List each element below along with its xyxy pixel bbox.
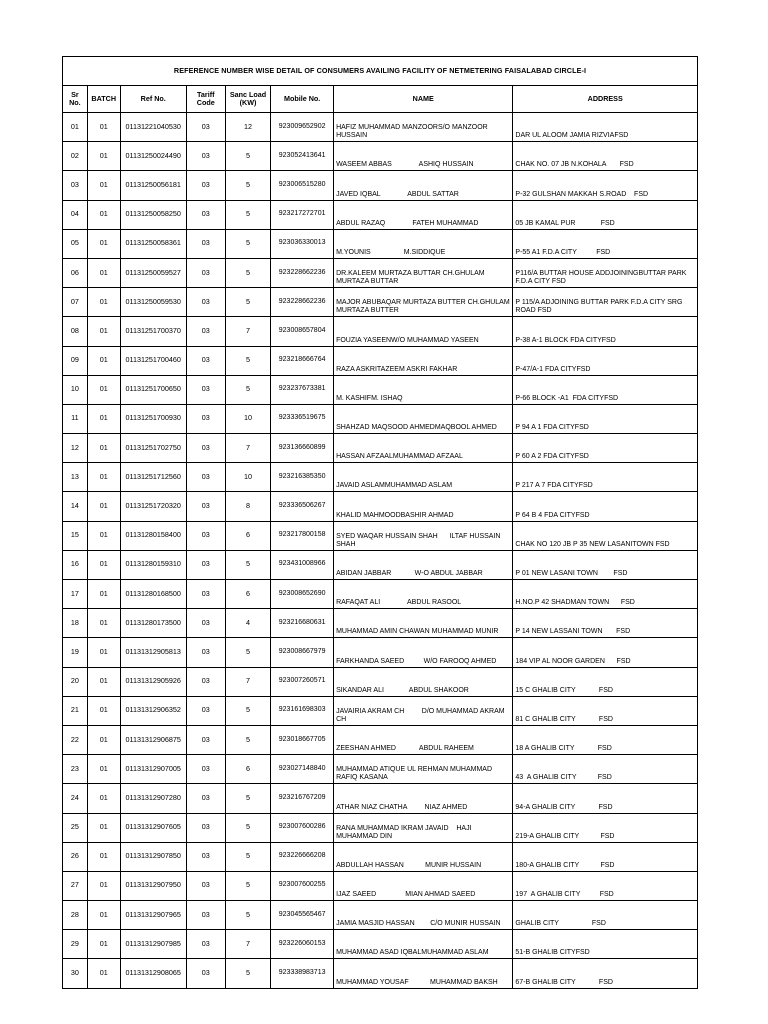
cell-address: P-66 BLOCK -A1 FDA CITYFSD xyxy=(513,375,698,404)
cell-tariff-code: 03 xyxy=(186,696,225,725)
table-body xyxy=(63,113,698,989)
cell-sanc-load: 5 xyxy=(225,871,270,900)
cell-mobile-no: 923216767209 xyxy=(271,784,334,813)
cell-sr-no: 24 xyxy=(63,784,88,813)
cell-batch: 01 xyxy=(87,725,120,754)
cell-sanc-load: 5 xyxy=(225,171,270,200)
cell-tariff-code: 03 xyxy=(186,142,225,171)
header-row xyxy=(63,86,698,113)
cell-address: CHAK NO. 07 JB N.KOHALA FSD xyxy=(513,142,698,171)
cell-address: P-55 A1 F.D.A CITY FSD xyxy=(513,229,698,258)
cell-batch: 01 xyxy=(87,930,120,959)
cell-ref-no: 01131312905813 xyxy=(120,638,186,667)
cell-name: MUHAMMAD YOUSAF MUHAMMAD BAKSH xyxy=(334,959,513,988)
table-row xyxy=(63,142,698,171)
cell-name: SYED WAQAR HUSSAIN SHAH ILTAF HUSSAIN SHAH xyxy=(334,521,513,550)
cell-mobile-no: 923007260571 xyxy=(271,667,334,696)
cell-ref-no: 01131251700460 xyxy=(120,346,186,375)
cell-address: CHAK NO 120 JB P 35 NEW LASANITOWN FSD xyxy=(513,521,698,550)
cell-batch: 01 xyxy=(87,375,120,404)
cell-tariff-code: 03 xyxy=(186,959,225,988)
cell-mobile-no: 923161698303 xyxy=(271,696,334,725)
cell-mobile-no: 923336506267 xyxy=(271,492,334,521)
cell-sr-no: 04 xyxy=(63,200,88,229)
table-row xyxy=(63,959,698,988)
consumers-table xyxy=(62,56,698,989)
cell-mobile-no: 923018667705 xyxy=(271,725,334,754)
cell-batch: 01 xyxy=(87,784,120,813)
cell-sanc-load: 5 xyxy=(225,784,270,813)
title-row xyxy=(63,57,698,86)
cell-ref-no: 01131250059527 xyxy=(120,258,186,287)
cell-sr-no: 01 xyxy=(63,113,88,142)
cell-batch: 01 xyxy=(87,317,120,346)
cell-name: RANA MUHAMMAD IKRAM JAVAID HAJI MUHAMMAD DIN xyxy=(334,813,513,842)
cell-address: P 217 A 7 FDA CITYFSD xyxy=(513,463,698,492)
cell-name: ABIDAN JABBAR W-O ABDUL JABBAR xyxy=(334,550,513,579)
table-row xyxy=(63,288,698,317)
cell-mobile-no: 923008652690 xyxy=(271,580,334,609)
cell-sr-no: 21 xyxy=(63,696,88,725)
cell-address: P 94 A 1 FDA CITYFSD xyxy=(513,404,698,433)
cell-name: SIKANDAR ALI ABDUL SHAKOOR xyxy=(334,667,513,696)
cell-name: M. KASHIFM. ISHAQ xyxy=(334,375,513,404)
cell-sr-no: 02 xyxy=(63,142,88,171)
cell-mobile-no: 923228662236 xyxy=(271,288,334,317)
cell-sanc-load: 8 xyxy=(225,492,270,521)
cell-ref-no: 01131312906875 xyxy=(120,725,186,754)
cell-sr-no: 23 xyxy=(63,755,88,784)
cell-address: 184 VIP AL NOOR GARDEN FSD xyxy=(513,638,698,667)
cell-sanc-load: 5 xyxy=(225,901,270,930)
col-header-ref-no: Ref No. xyxy=(120,86,186,113)
cell-sanc-load: 10 xyxy=(225,404,270,433)
cell-sr-no: 14 xyxy=(63,492,88,521)
cell-name: M.YOUNIS M.SIDDIQUE xyxy=(334,229,513,258)
cell-address: 94-A GHALIB CITY FSD xyxy=(513,784,698,813)
col-header-sanc-load: Sanc Load (KW) xyxy=(225,86,270,113)
table-row xyxy=(63,113,698,142)
cell-batch: 01 xyxy=(87,667,120,696)
table-row xyxy=(63,725,698,754)
cell-sanc-load: 6 xyxy=(225,521,270,550)
cell-address: P 60 A 2 FDA CITYFSD xyxy=(513,434,698,463)
cell-name: ABDULLAH HASSAN MUNIR HUSSAIN xyxy=(334,842,513,871)
cell-name: FARKHANDA SAEED W/O FAROOQ AHMED xyxy=(334,638,513,667)
cell-mobile-no: 923226060153 xyxy=(271,930,334,959)
cell-mobile-no: 923228662236 xyxy=(271,258,334,287)
cell-sanc-load: 5 xyxy=(225,725,270,754)
cell-mobile-no: 923237673381 xyxy=(271,375,334,404)
table-row xyxy=(63,375,698,404)
cell-ref-no: 01131251702750 xyxy=(120,434,186,463)
cell-mobile-no: 923217272701 xyxy=(271,200,334,229)
cell-mobile-no: 923007600255 xyxy=(271,871,334,900)
cell-sanc-load: 5 xyxy=(225,550,270,579)
cell-batch: 01 xyxy=(87,229,120,258)
cell-mobile-no: 923008657804 xyxy=(271,317,334,346)
col-header-batch: BATCH xyxy=(87,86,120,113)
cell-batch: 01 xyxy=(87,638,120,667)
table-row xyxy=(63,696,698,725)
cell-sanc-load: 7 xyxy=(225,434,270,463)
cell-mobile-no: 923027148840 xyxy=(271,755,334,784)
cell-tariff-code: 03 xyxy=(186,492,225,521)
cell-batch: 01 xyxy=(87,404,120,433)
cell-sanc-load: 5 xyxy=(225,142,270,171)
cell-sr-no: 28 xyxy=(63,901,88,930)
cell-name: WASEEM ABBAS ASHIQ HUSSAIN xyxy=(334,142,513,171)
table-row xyxy=(63,580,698,609)
cell-address: P 01 NEW LASANI TOWN FSD xyxy=(513,550,698,579)
cell-sanc-load: 5 xyxy=(225,959,270,988)
cell-mobile-no: 923006515280 xyxy=(271,171,334,200)
table-row xyxy=(63,521,698,550)
cell-address: 43 A GHALIB CITY FSD xyxy=(513,755,698,784)
cell-sanc-load: 5 xyxy=(225,638,270,667)
cell-ref-no: 01131251700930 xyxy=(120,404,186,433)
cell-batch: 01 xyxy=(87,346,120,375)
table-row xyxy=(63,258,698,287)
cell-ref-no: 01131312907850 xyxy=(120,842,186,871)
cell-ref-no: 01131251712560 xyxy=(120,463,186,492)
cell-name: JAVAIRIA AKRAM CH D/O MUHAMMAD AKRAM CH xyxy=(334,696,513,725)
cell-ref-no: 01131251700370 xyxy=(120,317,186,346)
cell-tariff-code: 03 xyxy=(186,725,225,754)
cell-address: GHALIB CITY FSD xyxy=(513,901,698,930)
table-row xyxy=(63,638,698,667)
table-row xyxy=(63,871,698,900)
cell-name: ATHAR NIAZ CHATHA NIAZ AHMED xyxy=(334,784,513,813)
cell-sr-no: 19 xyxy=(63,638,88,667)
table-row xyxy=(63,842,698,871)
cell-tariff-code: 03 xyxy=(186,258,225,287)
cell-sanc-load: 7 xyxy=(225,930,270,959)
cell-address: H.NO.P 42 SHADMAN TOWN FSD xyxy=(513,580,698,609)
table-row xyxy=(63,434,698,463)
cell-sanc-load: 5 xyxy=(225,258,270,287)
cell-sanc-load: 5 xyxy=(225,229,270,258)
cell-tariff-code: 03 xyxy=(186,638,225,667)
cell-sr-no: 16 xyxy=(63,550,88,579)
table-row xyxy=(63,755,698,784)
cell-tariff-code: 03 xyxy=(186,901,225,930)
cell-ref-no: 01131250059530 xyxy=(120,288,186,317)
cell-batch: 01 xyxy=(87,142,120,171)
cell-mobile-no: 923007600286 xyxy=(271,813,334,842)
cell-mobile-no: 923431008966 xyxy=(271,550,334,579)
cell-ref-no: 01131250058250 xyxy=(120,200,186,229)
cell-name: RAZA ASKRITAZEEM ASKRI FAKHAR xyxy=(334,346,513,375)
cell-address: 18 A GHALIB CITY FSD xyxy=(513,725,698,754)
cell-sanc-load: 7 xyxy=(225,317,270,346)
table-row xyxy=(63,550,698,579)
cell-mobile-no: 923338983713 xyxy=(271,959,334,988)
cell-tariff-code: 03 xyxy=(186,404,225,433)
cell-mobile-no: 923045565467 xyxy=(271,901,334,930)
cell-sanc-load: 10 xyxy=(225,463,270,492)
cell-address: P 14 NEW LASSANI TOWN FSD xyxy=(513,609,698,638)
cell-sr-no: 03 xyxy=(63,171,88,200)
cell-batch: 01 xyxy=(87,813,120,842)
cell-mobile-no: 923008667979 xyxy=(271,638,334,667)
table-row xyxy=(63,667,698,696)
cell-address: P-38 A-1 BLOCK FDA CITYFSD xyxy=(513,317,698,346)
cell-address: P 115/A ADJOINING BUTTAR PARK F.D.A CITY SRG ROAD FSD xyxy=(513,288,698,317)
cell-batch: 01 xyxy=(87,580,120,609)
cell-name: JAVAID ASLAMMUHAMMAD ASLAM xyxy=(334,463,513,492)
cell-sr-no: 10 xyxy=(63,375,88,404)
cell-batch: 01 xyxy=(87,871,120,900)
cell-ref-no: 01131250056181 xyxy=(120,171,186,200)
table-row xyxy=(63,171,698,200)
cell-sanc-load: 5 xyxy=(225,375,270,404)
cell-address: 05 JB KAMAL PUR FSD xyxy=(513,200,698,229)
cell-name: JAVED IQBAL ABDUL SATTAR xyxy=(334,171,513,200)
cell-mobile-no: 923217800158 xyxy=(271,521,334,550)
cell-tariff-code: 03 xyxy=(186,580,225,609)
cell-sr-no: 11 xyxy=(63,404,88,433)
cell-ref-no: 01131312908065 xyxy=(120,959,186,988)
cell-sanc-load: 5 xyxy=(225,346,270,375)
cell-batch: 01 xyxy=(87,521,120,550)
cell-mobile-no: 923336519675 xyxy=(271,404,334,433)
cell-sr-no: 15 xyxy=(63,521,88,550)
cell-batch: 01 xyxy=(87,258,120,287)
cell-ref-no: 01131280173500 xyxy=(120,609,186,638)
cell-tariff-code: 03 xyxy=(186,609,225,638)
cell-sr-no: 27 xyxy=(63,871,88,900)
cell-address: 15 C GHALIB CITY FSD xyxy=(513,667,698,696)
cell-name: MAJOR ABUBAQAR MURTAZA BUTTER CH.GHULAM MURTAZA BUTTER xyxy=(334,288,513,317)
cell-batch: 01 xyxy=(87,842,120,871)
table-row xyxy=(63,317,698,346)
cell-name: MUHAMMAD AMIN CHAWAN MUHAMMAD MUNIR xyxy=(334,609,513,638)
cell-ref-no: 01131250058361 xyxy=(120,229,186,258)
cell-ref-no: 01131312907005 xyxy=(120,755,186,784)
cell-name: ABDUL RAZAQ FATEH MUHAMMAD xyxy=(334,200,513,229)
cell-tariff-code: 03 xyxy=(186,521,225,550)
cell-tariff-code: 03 xyxy=(186,375,225,404)
col-header-address: ADDRESS xyxy=(513,86,698,113)
cell-batch: 01 xyxy=(87,550,120,579)
cell-sr-no: 05 xyxy=(63,229,88,258)
cell-sanc-load: 5 xyxy=(225,696,270,725)
cell-tariff-code: 03 xyxy=(186,550,225,579)
cell-batch: 01 xyxy=(87,171,120,200)
cell-sanc-load: 5 xyxy=(225,200,270,229)
cell-mobile-no: 923036330013 xyxy=(271,229,334,258)
cell-batch: 01 xyxy=(87,492,120,521)
cell-sanc-load: 5 xyxy=(225,842,270,871)
cell-address: 67-B GHALIB CITY FSD xyxy=(513,959,698,988)
cell-sr-no: 22 xyxy=(63,725,88,754)
cell-ref-no: 01131280168500 xyxy=(120,580,186,609)
cell-tariff-code: 03 xyxy=(186,288,225,317)
cell-ref-no: 01131312905926 xyxy=(120,667,186,696)
cell-tariff-code: 03 xyxy=(186,346,225,375)
table-row xyxy=(63,930,698,959)
cell-sr-no: 06 xyxy=(63,258,88,287)
cell-sr-no: 26 xyxy=(63,842,88,871)
cell-sanc-load: 5 xyxy=(225,288,270,317)
table-row xyxy=(63,609,698,638)
cell-tariff-code: 03 xyxy=(186,317,225,346)
cell-batch: 01 xyxy=(87,288,120,317)
table-row xyxy=(63,492,698,521)
cell-mobile-no: 923052413641 xyxy=(271,142,334,171)
cell-ref-no: 01131280159310 xyxy=(120,550,186,579)
cell-name: MUHAMMAD ASAD IQBALMUHAMMAD ASLAM xyxy=(334,930,513,959)
cell-tariff-code: 03 xyxy=(186,871,225,900)
cell-address: P-47/A-1 FDA CITYFSD xyxy=(513,346,698,375)
table-row xyxy=(63,229,698,258)
cell-batch: 01 xyxy=(87,901,120,930)
cell-tariff-code: 03 xyxy=(186,784,225,813)
cell-ref-no: 01131312907950 xyxy=(120,871,186,900)
cell-name: IJAZ SAEED MIAN AHMAD SAEED xyxy=(334,871,513,900)
cell-batch: 01 xyxy=(87,434,120,463)
cell-sanc-load: 6 xyxy=(225,580,270,609)
col-header-tariff-code: Tariff Code xyxy=(186,86,225,113)
cell-address: P 64 B 4 FDA CITYFSD xyxy=(513,492,698,521)
cell-batch: 01 xyxy=(87,463,120,492)
cell-sr-no: 20 xyxy=(63,667,88,696)
cell-name: FOUZIA YASEENW/O MUHAMMAD YASEEN xyxy=(334,317,513,346)
cell-name: HAFIZ MUHAMMAD MANZOORS/O MANZOOR HUSSAIN xyxy=(334,113,513,142)
cell-sr-no: 08 xyxy=(63,317,88,346)
cell-sanc-load: 12 xyxy=(225,113,270,142)
cell-address: P-32 GULSHAN MAKKAH S.ROAD FSD xyxy=(513,171,698,200)
cell-ref-no: 01131312907985 xyxy=(120,930,186,959)
cell-sr-no: 18 xyxy=(63,609,88,638)
cell-sr-no: 12 xyxy=(63,434,88,463)
cell-mobile-no: 923216385350 xyxy=(271,463,334,492)
cell-mobile-no: 923226666208 xyxy=(271,842,334,871)
cell-batch: 01 xyxy=(87,959,120,988)
cell-mobile-no: 923136660899 xyxy=(271,434,334,463)
cell-address: 81 C GHALIB CITY FSD xyxy=(513,696,698,725)
cell-address: P116/A BUTTAR HOUSE ADDJOININGBUTTAR PARK F.D.A CITY FSD xyxy=(513,258,698,287)
cell-tariff-code: 03 xyxy=(186,667,225,696)
cell-ref-no: 01131312906352 xyxy=(120,696,186,725)
cell-batch: 01 xyxy=(87,609,120,638)
cell-tariff-code: 03 xyxy=(186,842,225,871)
table-row xyxy=(63,813,698,842)
cell-tariff-code: 03 xyxy=(186,171,225,200)
cell-sr-no: 29 xyxy=(63,930,88,959)
cell-tariff-code: 03 xyxy=(186,813,225,842)
cell-sanc-load: 6 xyxy=(225,755,270,784)
table-row xyxy=(63,404,698,433)
cell-ref-no: 01131312907965 xyxy=(120,901,186,930)
cell-address: 197 A GHALIB CITY FSD xyxy=(513,871,698,900)
cell-address: 51-B GHALIB CITYFSD xyxy=(513,930,698,959)
cell-address: 180-A GHALIB CITY FSD xyxy=(513,842,698,871)
cell-ref-no: 01131251700650 xyxy=(120,375,186,404)
cell-name: SHAHZAD MAQSOOD AHMEDMAQBOOL AHMED xyxy=(334,404,513,433)
cell-sanc-load: 4 xyxy=(225,609,270,638)
cell-name: RAFAQAT ALI ABDUL RASOOL xyxy=(334,580,513,609)
cell-name: ZEESHAN AHMED ABDUL RAHEEM xyxy=(334,725,513,754)
cell-ref-no: 01131280158400 xyxy=(120,521,186,550)
cell-tariff-code: 03 xyxy=(186,930,225,959)
cell-sr-no: 13 xyxy=(63,463,88,492)
cell-tariff-code: 03 xyxy=(186,200,225,229)
cell-address: DAR UL ALOOM JAMIA RIZVIAFSD xyxy=(513,113,698,142)
cell-batch: 01 xyxy=(87,755,120,784)
table-row xyxy=(63,463,698,492)
cell-ref-no: 01131250024490 xyxy=(120,142,186,171)
cell-name: MUHAMMAD ATIQUE UL REHMAN MUHAMMAD RAFIQ KASANA xyxy=(334,755,513,784)
document-title: REFERENCE NUMBER WISE DETAIL OF CONSUMERS AVAILING FACILITY OF NETMETERING FAISALABAD CIRCLE-I xyxy=(63,57,698,86)
cell-sanc-load: 7 xyxy=(225,667,270,696)
cell-batch: 01 xyxy=(87,696,120,725)
cell-tariff-code: 03 xyxy=(186,755,225,784)
cell-name: JAMIA MASJID HASSAN C/O MUNIR HUSSAIN xyxy=(334,901,513,930)
cell-sr-no: 07 xyxy=(63,288,88,317)
cell-tariff-code: 03 xyxy=(186,229,225,258)
cell-ref-no: 01131312907605 xyxy=(120,813,186,842)
cell-name: KHALID MAHMOODBASHIR AHMAD xyxy=(334,492,513,521)
cell-name: DR.KALEEM MURTAZA BUTTAR CH.GHULAM MURTAZA BUTTAR xyxy=(334,258,513,287)
cell-sanc-load: 5 xyxy=(225,813,270,842)
col-header-name: NAME xyxy=(334,86,513,113)
table-row xyxy=(63,901,698,930)
cell-batch: 01 xyxy=(87,200,120,229)
cell-sr-no: 17 xyxy=(63,580,88,609)
table-row xyxy=(63,784,698,813)
cell-address: 219-A GHALIB CITY FSD xyxy=(513,813,698,842)
cell-ref-no: 01131251720320 xyxy=(120,492,186,521)
cell-mobile-no: 923216680631 xyxy=(271,609,334,638)
cell-ref-no: 01131312907280 xyxy=(120,784,186,813)
cell-mobile-no: 923009652902 xyxy=(271,113,334,142)
cell-tariff-code: 03 xyxy=(186,434,225,463)
table-row xyxy=(63,200,698,229)
col-header-sr-no: Sr No. xyxy=(63,86,88,113)
cell-batch: 01 xyxy=(87,113,120,142)
cell-tariff-code: 03 xyxy=(186,113,225,142)
cell-name: HASSAN AFZAALMUHAMMAD AFZAAL xyxy=(334,434,513,463)
table-row xyxy=(63,346,698,375)
cell-ref-no: 01131221040530 xyxy=(120,113,186,142)
cell-sr-no: 30 xyxy=(63,959,88,988)
cell-sr-no: 09 xyxy=(63,346,88,375)
col-header-mobile-no: Mobile No. xyxy=(271,86,334,113)
cell-sr-no: 25 xyxy=(63,813,88,842)
cell-mobile-no: 923218666764 xyxy=(271,346,334,375)
cell-tariff-code: 03 xyxy=(186,463,225,492)
